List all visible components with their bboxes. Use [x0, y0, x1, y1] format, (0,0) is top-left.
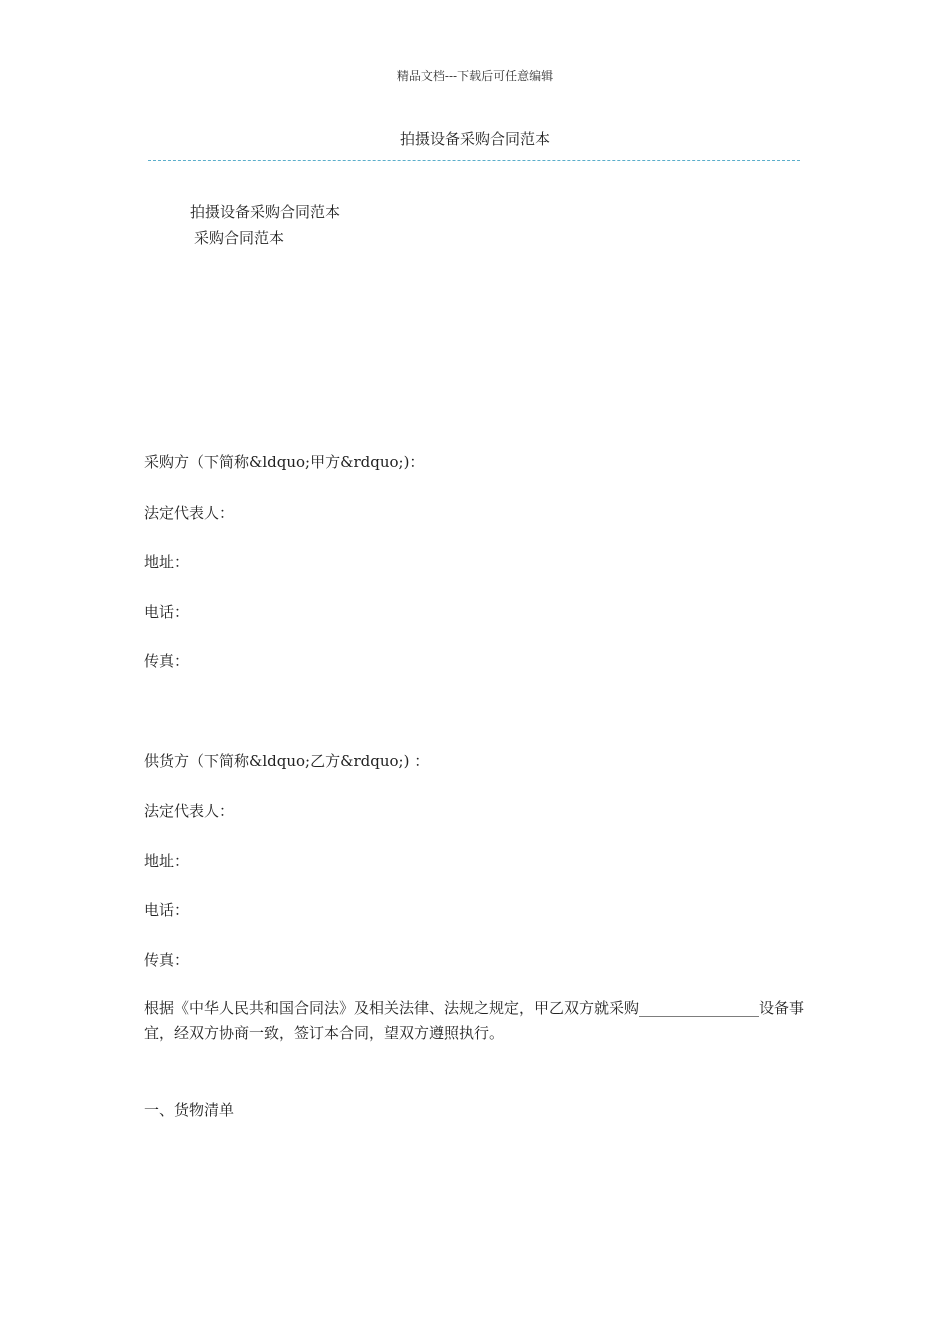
party-b-legal-rep: 法定代表人：: [144, 802, 235, 820]
party-a-address: 地址：: [144, 553, 190, 571]
subtitle-2: 采购合同范本: [194, 229, 285, 247]
party-b-phone: 电话：: [144, 901, 190, 919]
party-a-phone: 电话：: [144, 603, 190, 621]
subtitle-1: 拍摄设备采购合同范本: [190, 203, 341, 221]
section-heading-goods-list: 一、货物清单: [144, 1101, 235, 1119]
party-a-fax: 传真：: [144, 652, 190, 670]
preamble-paragraph: 根据《中华人民共和国合同法》及相关法律、法规之规定，甲乙双方就采购________________设备事宜，经双方协商一致，签订本合同，望双方遵照执行。: [144, 999, 805, 1042]
party-a-heading: 采购方（下简称&ldquo;甲方&rdquo;)：: [144, 453, 425, 471]
header-note: 精品文档---下载后可任意编辑: [396, 69, 554, 83]
party-b-heading: 供货方（下简称&ldquo;乙方&rdquo;) ：: [144, 752, 430, 770]
party-a-legal-rep: 法定代表人：: [144, 504, 235, 522]
document-title: 拍摄设备采购合同范本: [399, 130, 550, 148]
party-b-fax: 传真：: [144, 951, 190, 969]
party-b-address: 地址：: [144, 852, 190, 870]
dashed-divider: [148, 160, 800, 161]
